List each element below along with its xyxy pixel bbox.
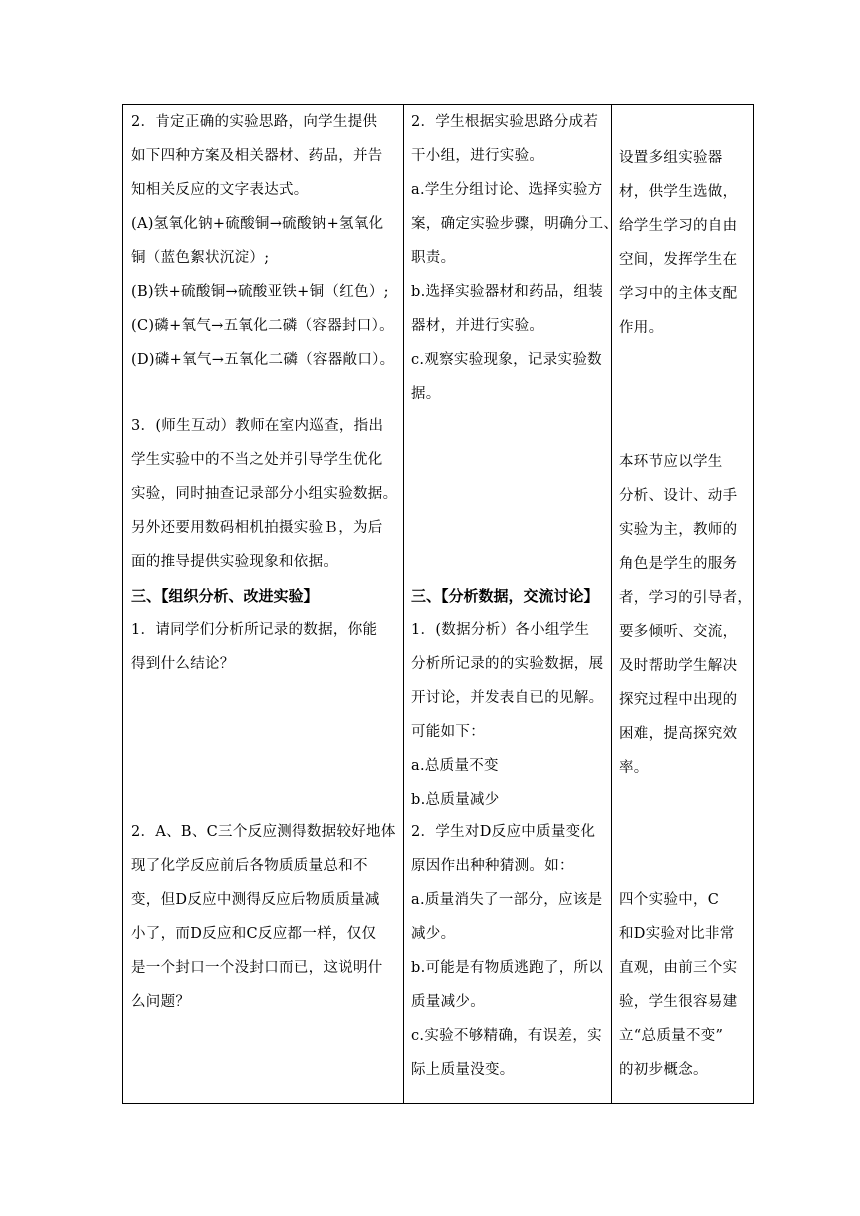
text-line: 铜（蓝色絮状沉淀）; [131, 250, 270, 266]
text-line: 现了化学反应前后各物质质量总和不 [131, 858, 368, 874]
text-line: 开讨论，并发表自已的见解。 [411, 690, 604, 706]
text-line: 学习中的主体支配 [619, 286, 738, 302]
text-line: 干小组，进行实验。 [411, 148, 545, 164]
text-line: 三、【分析数据，交流讨论】 [411, 587, 599, 605]
text-line: 给学生学习的自由 [619, 218, 738, 234]
text-line: 么问题？ [131, 994, 191, 1010]
text-line: 材，供学生选做， [619, 184, 738, 200]
text-line: 空间，发挥学生在 [619, 252, 738, 268]
text-line: 小了，而D反应和C反应都一样，仅仅 [131, 926, 377, 942]
text-line: 得到什么结论？ [131, 656, 235, 672]
text-line: 3．(师生互动）教师在室内巡查，指出 [131, 418, 384, 434]
text-line: 2．学生根据实验思路分成若 [411, 114, 599, 130]
text-line: 困难，提高探究效 [619, 726, 738, 742]
text-line: 分析、设计、动手 [619, 488, 738, 504]
text-line: 探究过程中出现的 [619, 692, 738, 708]
text-line: b.总质量减少 [411, 792, 500, 808]
text-line: 面的推导提供实验现象和依据。 [131, 554, 339, 570]
text-line: (A)氢氧化钠+硫酸铜→硫酸钠+氢氧化 [131, 216, 384, 232]
text-line: 本环节应以学生 [619, 454, 723, 470]
text-line: 减少。 [411, 926, 456, 942]
text-line: (B)铁+硫酸铜→硫酸亚铁+铜（红色）; [131, 284, 389, 300]
text-line: 三、【组织分析、改进实验】 [131, 587, 319, 605]
text-line: a.总质量不变 [411, 758, 499, 774]
text-line: 1．请同学们分析所记录的数据，你能 [131, 622, 378, 638]
column-divider [403, 105, 404, 1103]
text-line: 如下四种方案及相关器材、药品，并告 [131, 148, 383, 164]
text-line: 学生实验中的不当之处并引导学生优化 [131, 452, 383, 468]
text-line: 验，学生很容易建 [619, 994, 738, 1010]
text-line: 2．A、B、C三个反应测得数据较好地体 [131, 824, 396, 840]
text-line: a.质量消失了一部分，应该是 [411, 892, 603, 908]
text-line: 据。 [411, 386, 441, 402]
lesson-plan-table [122, 104, 754, 1104]
text-line: 另外还要用数码相机拍摄实验Ｂ，为后 [131, 520, 383, 536]
text-line: 和D实验对比非常 [619, 926, 735, 942]
text-line: 直观，由前三个实 [619, 960, 738, 976]
text-line: 是一个封口一个没封口而已，这说明什 [131, 960, 383, 976]
text-line: 实验为主，教师的 [619, 522, 738, 538]
text-line: 变，但D反应中测得反应后物质质量减 [131, 892, 380, 908]
text-line: 案，确定实验步骤，明确分工、 [411, 216, 619, 232]
text-line: b.选择实验器材和药品，组装 [411, 284, 604, 300]
text-line: 设置多组实验器 [619, 150, 723, 166]
text-line: 实验，同时抽查记录部分小组实验数据。 [131, 486, 398, 502]
text-line: a.学生分组讨论、选择实验方 [411, 182, 603, 198]
text-line: 2．学生对D反应中质量变化 [411, 824, 596, 840]
text-line: c.实验不够精确，有误差，实 [411, 1028, 602, 1044]
column-divider [611, 105, 612, 1103]
text-line: 2．肯定正确的实验思路，向学生提供 [131, 114, 378, 130]
text-line: b.可能是有物质逃跑了，所以 [411, 960, 604, 976]
text-line: 及时帮助学生解决 [619, 658, 738, 674]
text-line: 四个实验中，C [619, 892, 720, 908]
text-line: 质量减少。 [411, 994, 485, 1010]
text-line: 1．(数据分析）各小组学生 [411, 622, 590, 638]
text-line: 的初步概念。 [619, 1062, 708, 1078]
text-line: 可能如下： [411, 724, 485, 740]
text-line: 者，学习的引导者， [619, 590, 753, 606]
text-line: 际上质量没变。 [411, 1062, 515, 1078]
text-line: 原因作出种种猜测。如： [411, 858, 574, 874]
text-line: 分析所记录的的实验数据，展 [411, 656, 604, 672]
text-line: 立“总质量不变” [619, 1028, 724, 1044]
text-line: 器材，并进行实验。 [411, 318, 545, 334]
text-line: c.观察实验现象，记录实验数 [411, 352, 602, 368]
text-line: 角色是学生的服务 [619, 556, 738, 572]
text-line: 知相关反应的文字表达式。 [131, 182, 309, 198]
text-line: (C)磷+氧气→五氧化二磷（容器封口）。 [131, 318, 394, 334]
text-line: (D)磷+氧气→五氧化二磷（容器敞口）。 [131, 352, 395, 368]
text-line: 率。 [619, 760, 649, 776]
text-line: 职责。 [411, 250, 456, 266]
text-line: 作用。 [619, 320, 664, 336]
text-line: 要多倾听、交流， [619, 624, 738, 640]
